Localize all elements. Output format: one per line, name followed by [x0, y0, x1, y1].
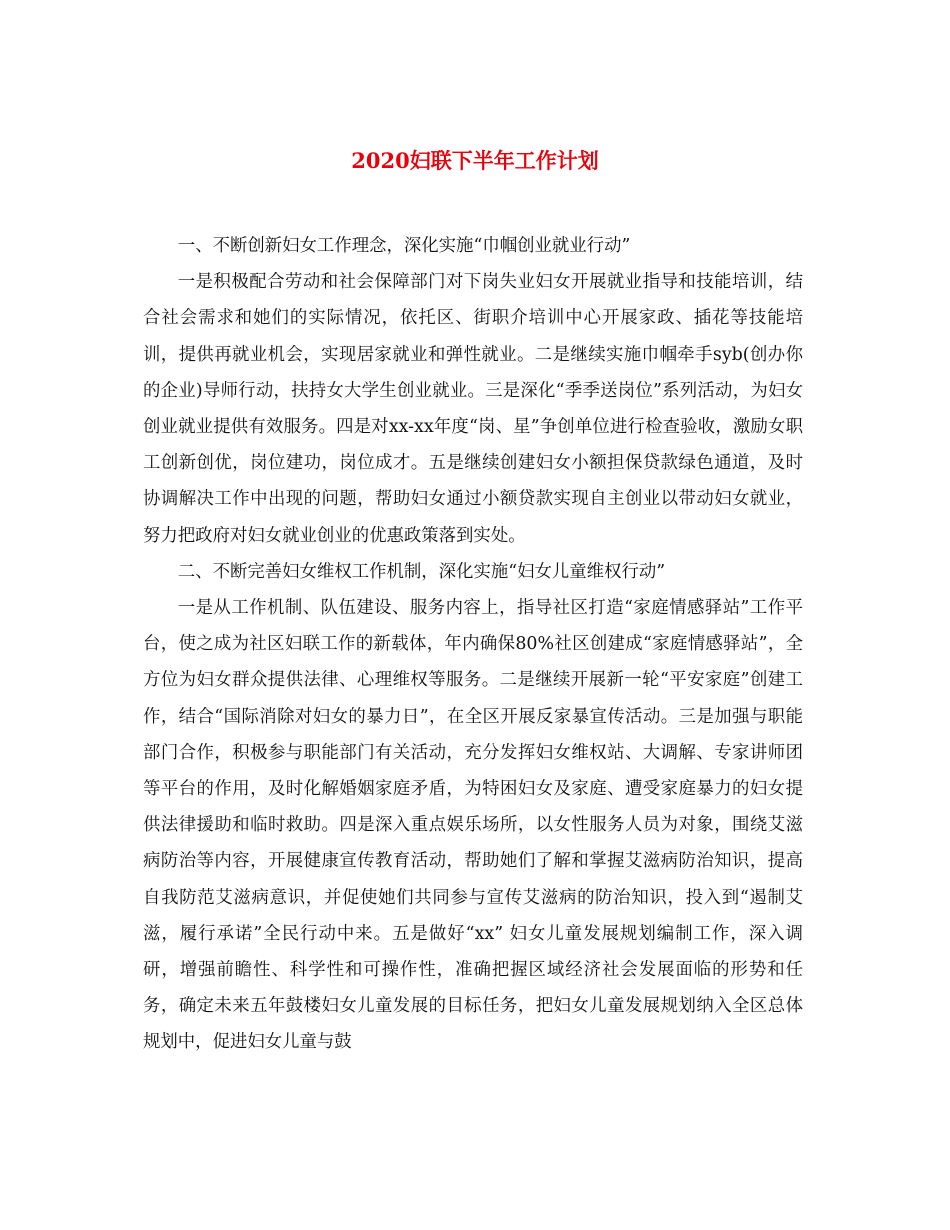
- body-paragraph-2: 一是从工作机制、队伍建设、服务内容上，指导社区打造“家庭情感驿站”工作平台，使之成为社区妇联工作的新载体，年内确保80%社区创建成“家庭情感驿站”，全方位为妇女群众提供法律、心理维权等服务。二是继续开展新一轮“平安家庭”创建工作，结合“国际消除对妇女的暴力日”，在全区开展反家暴宣传活动。三是加强与职能部门合作，积极参与职能部门有关活动，充分发挥妇女维权站、大调解、专家讲师团等平台的作用，及时化解婚姻家庭矛盾，为特困妇女及家庭、遭受家庭暴力的妇女提供法律援助和临时救助。四是深入重点娱乐场所，以女性服务人员为对象，围绕艾滋病防治等内容，开展健康宣传教育活动，帮助她们了解和掌握艾滋病防治知识，提高自我防范艾滋病意识，并促使她们共同参与宣传艾滋病的防治知识，投入到“遏制艾滋，履行承诺”全民行动中来。五是做好“xx” 妇女儿童发展规划编制工作，深入调研，增强前瞻性、科学性和可操作性，准确把握区域经济社会发展面临的形势和任务，确定未来五年鼓楼妇女儿童发展的目标任务，把妇女儿童发展规划纳入全区总体规划中，促进妇女儿童与鼓: [143, 598, 803, 1053]
- document-title: 2020妇联下半年工作计划: [351, 148, 599, 173]
- body-paragraph-1: 一是积极配合劳动和社会保障部门对下岗失业妇女开展就业指导和技能培训，结合社会需求和她们的实际情况，依托区、街职介培训中心开展家政、插花等技能培训，提供再就业机会，实现居家就业和弹性就业。二是继续实施巾帼牵手syb(创办你的企业)导师行动，扶持女大学生创业就业。三是深化“季季送岗位”系列活动，为妇女创业就业提供有效服务。四是对xx-xx年度“岗、星”争创单位进行检查验收，激励女职工创新创优，岗位建功，岗位成才。五是继续创建妇女小额担保贷款绿色通道，及时协调解决工作中出现的问题，帮助妇女通过小额贷款实现自主创业以带动妇女就业，努力把政府对妇女就业创业的优惠政策落到实处。: [143, 272, 803, 546]
- document-body: [143, 228, 803, 1061]
- section-heading-2: 二、不断完善妇女维权工作机制，深化实施“妇女儿童维权行动”: [177, 561, 666, 582]
- section-heading-1: 一、不断创新妇女工作理念，深化实施“巾帼创业就业行动”: [177, 236, 631, 256]
